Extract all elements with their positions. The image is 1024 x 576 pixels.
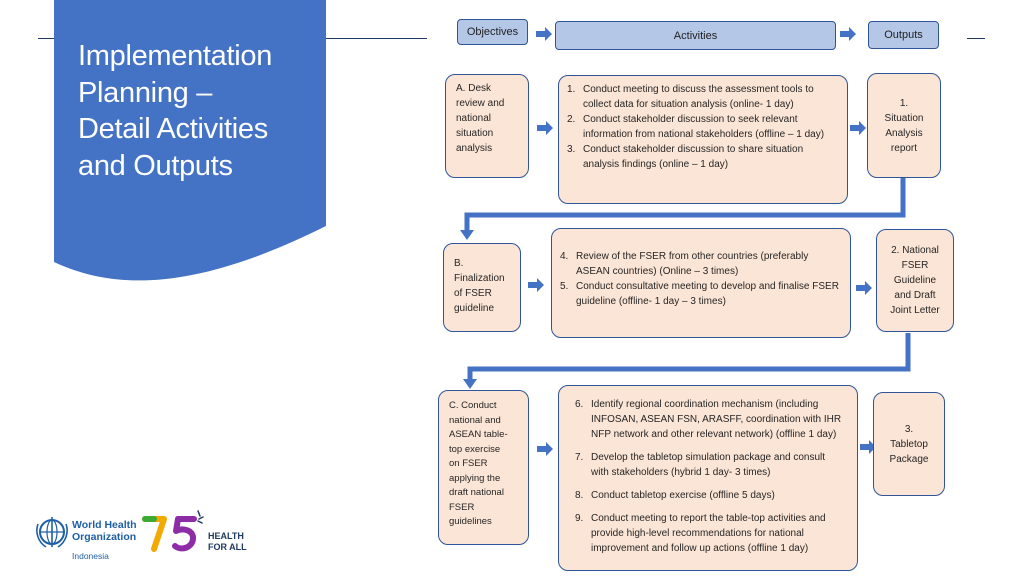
arrow-icon: [536, 27, 552, 41]
who-logo-line: World Health: [72, 519, 137, 531]
objective-line: FSER: [449, 501, 475, 513]
objective-line: situation: [456, 128, 494, 139]
activity-item: 4. Review of the FSER from other countries (preferably ASEAN countries) (Online – 3 times): [560, 251, 809, 277]
who-emblem-icon: [34, 514, 70, 550]
health-line: HEALTH: [208, 531, 244, 541]
objective-line: national: [456, 113, 492, 124]
who-logo-text: [72, 519, 137, 543]
elbow-connector: [470, 333, 908, 381]
elbow-connector-head: [463, 379, 477, 389]
output-line: Tabletop: [890, 438, 928, 450]
output-box-1: [867, 73, 941, 178]
activity-item: 7. Develop the tabletop simulation package and consult with stakeholders (hybrid 1 day- 3 times): [575, 452, 826, 478]
output-line: 3.: [904, 423, 914, 435]
objective-line: review and: [456, 98, 505, 109]
health-line: FOR ALL: [208, 541, 247, 552]
activities-box-3: [558, 385, 858, 571]
title-line: Implementation: [78, 40, 273, 72]
objective-line: draft national: [449, 487, 504, 498]
title-line: Planning –: [78, 76, 213, 109]
title-line: Detail Activities: [78, 113, 268, 145]
objective-line: national and: [449, 414, 501, 426]
objective-line: analysis: [456, 143, 493, 154]
output-line: FSER: [901, 260, 929, 271]
output-line: 1.: [899, 97, 909, 109]
output-line: and Draft: [894, 290, 936, 301]
activity-item: 9. Conduct meeting to report the table-top activities and provide high-level recommendations for national improvement and follow up actions (offline 1 day): [575, 513, 826, 554]
objective-line: guideline: [454, 303, 495, 314]
activity-item: 8. Conduct tabletop exercise (offline 5 days): [575, 490, 775, 501]
activity-item: 6. Identify regional coordination mechanism (including INFOSAN, ASEAN FSN, ARASFF, coordination with IHR NFP network and other relevant network) (offline 1 day): [575, 399, 842, 440]
output-line: Analysis: [885, 127, 923, 139]
activity-item: 1. Conduct meeting to discuss the assessment tools to collect data for situation analysis (online- 1 day): [567, 84, 814, 110]
objective-line: on FSER: [449, 458, 488, 469]
arrow-icon: [537, 442, 553, 456]
arrow-icon: [840, 27, 856, 41]
objective-line: Finalization: [454, 273, 505, 284]
arrow-icon: [528, 278, 544, 292]
objective-line: guidelines: [449, 516, 492, 527]
activities-box-1: [558, 75, 848, 204]
output-box-2: [876, 229, 954, 332]
objective-line: C. Conduct: [449, 400, 497, 411]
who-country: Indonesia: [72, 551, 109, 561]
objective-line: applying the: [449, 472, 501, 484]
output-line: report: [890, 142, 918, 154]
objective-line: ASEAN table-: [449, 429, 508, 440]
output-box-3: [873, 392, 945, 496]
output-line: Package: [889, 453, 929, 465]
objective-line: A. Desk: [456, 83, 492, 94]
objective-box-b: [443, 243, 521, 332]
activity-item: 5. Conduct consultative meeting to develop and finalise FSER guideline (offline- 1 day – 3 times): [560, 281, 839, 307]
elbow-connector-head: [460, 230, 474, 240]
health-for-all-text: [208, 531, 247, 552]
arrow-icon: [856, 281, 872, 295]
activity-item: 2. Conduct stakeholder discussion to seek relevant information from national stakeholders (offline – 1 day): [567, 114, 825, 140]
header-objectives: Objectives: [457, 19, 528, 45]
who-logo-line: Organization: [72, 531, 137, 543]
who-75-logo-icon: [142, 509, 206, 555]
output-line: Situation: [884, 112, 924, 124]
output-line: 2. National: [891, 245, 939, 256]
activity-item: 3. Conduct stakeholder discussion to share situation analysis findings (online – 1 day): [567, 144, 804, 170]
title-line: and Outputs: [78, 149, 233, 182]
output-line: Joint Letter: [890, 305, 940, 316]
arrow-icon: [850, 121, 866, 135]
objective-line: top exercise: [449, 443, 501, 455]
objective-line: B.: [454, 258, 464, 269]
objective-line: of FSER: [454, 288, 492, 299]
objective-box-c: [438, 390, 529, 545]
output-line: Guideline: [893, 275, 937, 286]
arrow-icon: [537, 121, 553, 135]
header-activities: Activities: [555, 21, 836, 50]
header-outputs: Outputs: [868, 21, 939, 49]
activities-box-2: [551, 228, 851, 338]
objective-box-a: [445, 74, 529, 178]
